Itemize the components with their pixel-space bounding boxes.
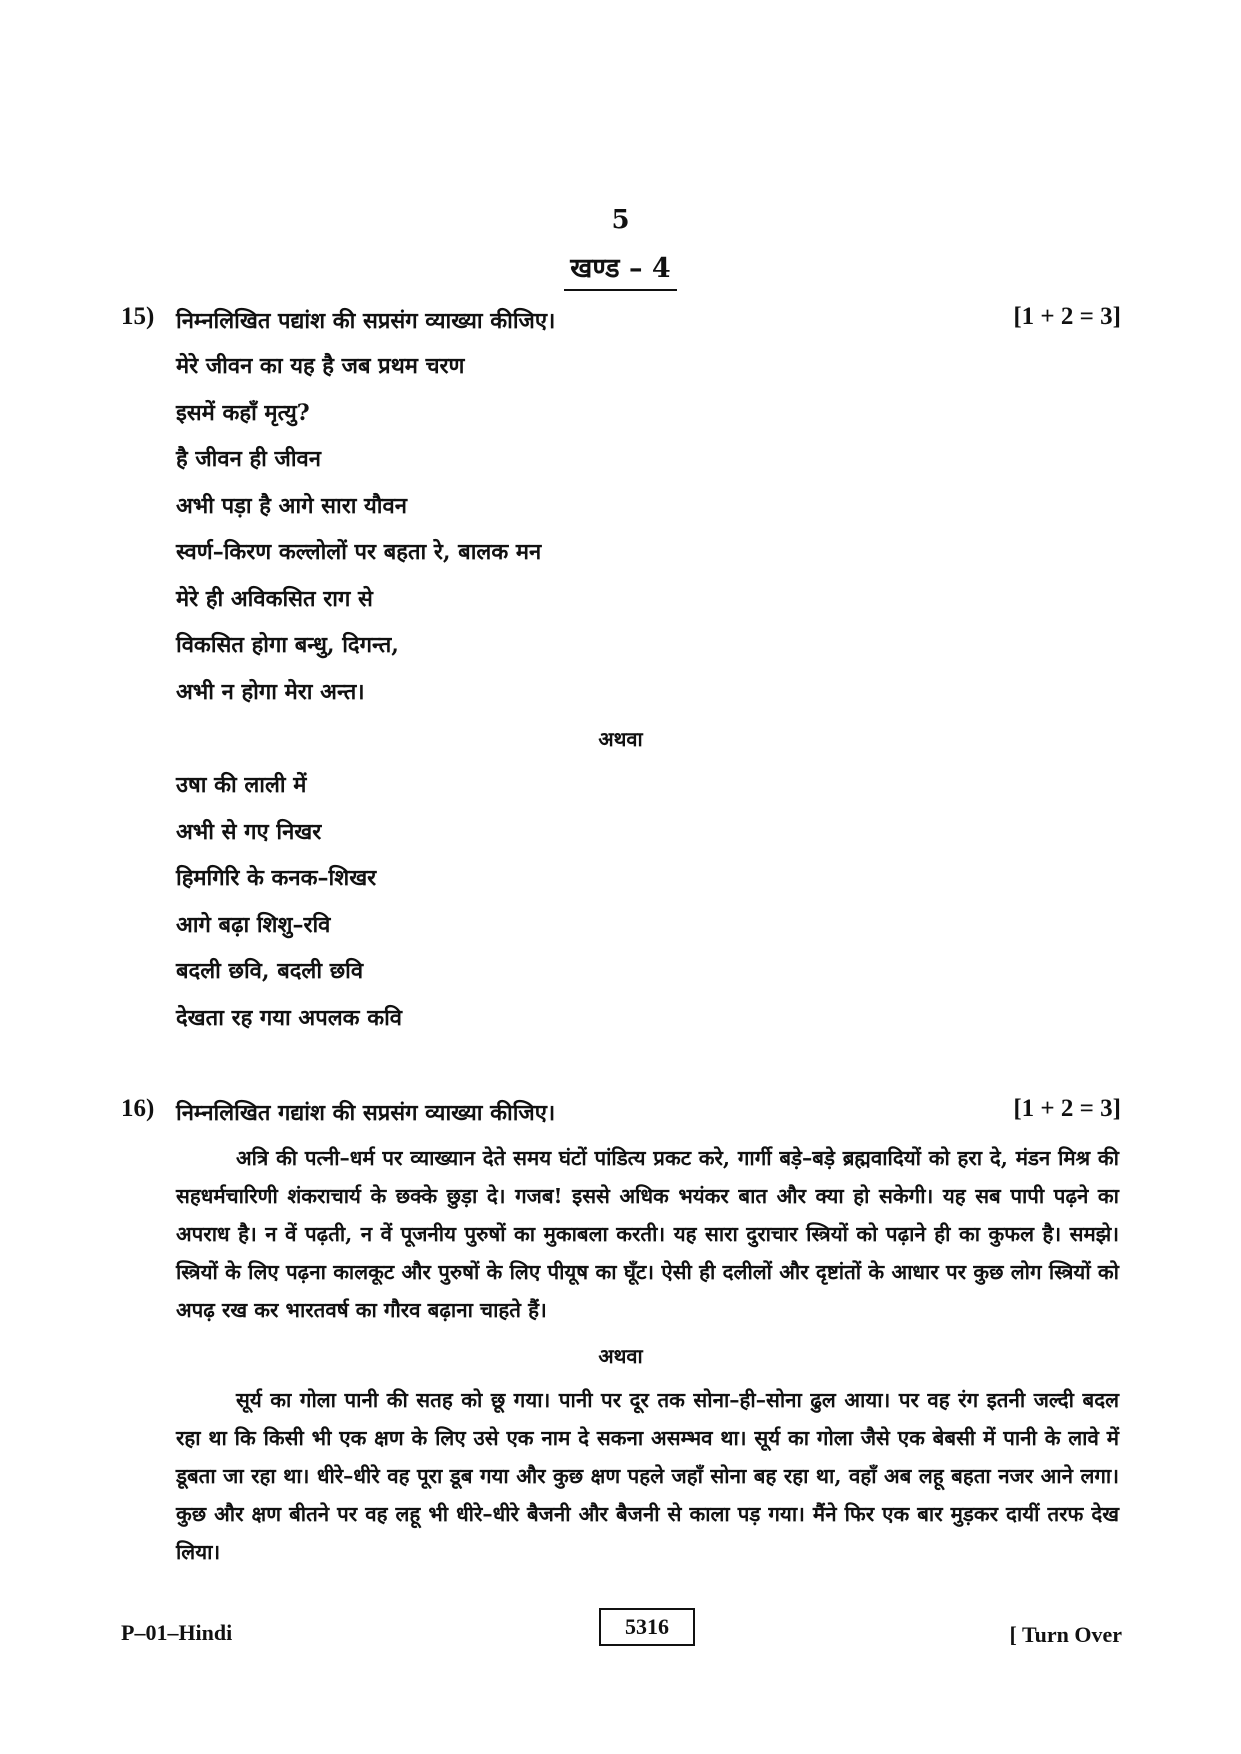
question-15-number: 15) (121, 303, 155, 330)
poem-line: मेरे ही अविकसित राग से (176, 585, 373, 612)
poem-line: अभी पड़ा है आगे सारा यौवन (176, 492, 407, 519)
poem-line: बदली छवि, बदली छवि (176, 958, 364, 984)
poem-line: अभी से गए निखर (176, 818, 322, 845)
poem-line: इसमें कहाँ मृत्यु? (176, 399, 310, 426)
poem-line: उषा की लाली में (176, 772, 307, 798)
question-16-passage-2: सूर्य का गोला पानी की सतह को छू गया। पानी पर दूर तक सोना–ही–सोना ढुल आया। पर वह रंग इतनी जल्दी बदल रहा था कि किसी भी एक क्षण के लिए उसे एक नाम दे सकना असम्भव था। सूर्य का गोला जैसे एक बेबसी में पानी के लावे में डूबता जा रहा था। धीरे–धीरे वह पूरा डूब गया और कुछ क्षण पहले जहाँ सोना बह रहा था, वहाँ अब लहू बहता नजर आने लगा। कुछ और क्षण बीतने पर वह लहू भी धीरे–धीरे बैजनी और बैजनी से काला पड़ गया। मैंने फिर एक बार मुड़कर दायीं तरफ देख लिया। (176, 1388, 1119, 1564)
page-number: 5 (611, 205, 630, 235)
question-16-instruction: निम्नलिखित गद्यांश की सप्रसंग व्याख्या कीजिए। (176, 1100, 556, 1126)
poem-line: विकसित होगा बन्धु, दिगन्त, (176, 632, 399, 658)
question-16-or-label: अथवा (598, 1344, 643, 1368)
question-16-number: 16) (121, 1095, 155, 1122)
question-15-poem-1 (176, 343, 541, 715)
poem-line: अभी न होगा मेरा अन्त। (176, 678, 365, 705)
section-title (0, 248, 1241, 291)
footer-turn-over: [ Turn Over (1009, 1622, 1122, 1647)
question-16-marks: [1 + 2 = 3] (1013, 1095, 1121, 1122)
poem-line: स्वर्ण–किरण कल्लोलों पर बहता रे, बालक मन (176, 539, 542, 565)
question-15-poem-2 (176, 762, 402, 1041)
question-15-or-label: अथवा (598, 727, 643, 751)
footer-center-code: 5316 (599, 1608, 695, 1646)
question-15-marks: [1 + 2 = 3] (1013, 303, 1121, 330)
question-16-passage-1: अत्रि की पत्नी–धर्म पर व्याख्यान देते समय घंटों पांडित्य प्रकट करे, गार्गी बड़े–बड़े ब्रह्मवादियों को हरा दे, मंडन मिश्र की सहधर्मचारिणी शंकराचार्य के छक्के छुड़ा दे। गजब! इससे अधिक भयंकर बात और क्या हो सकेगी। यह सब पापी पढ़ने का अपराध है। न वें पढ़ती, न वें पूजनीय पुरुषों का मुकाबला करती। यह सारा दुराचार स्त्रियों को पढ़ाने ही का कुफल है। समझे। स्त्रियों के लिए पढ़ना कालकूट और पुरुषों के लिए पीयूष का घूँट। ऐसी ही दलीलों और दृष्टांतों के आधार पर कुछ लोग स्त्रियों को अपढ़ रख कर भारतवर्ष का गौरव बढ़ाना चाहते हैं। (176, 1146, 1119, 1322)
footer-paper-code: P–01–Hindi (121, 1620, 233, 1645)
poem-line: हिमगिरि के कनक–शिखर (176, 865, 377, 891)
poem-line: आगे बढ़ा शिशु–रवि (176, 911, 331, 938)
poem-line: है जीवन ही जीवन (176, 446, 321, 472)
question-15-instruction: निम्नलिखित पद्यांश की सप्रसंग व्याख्या कीजिए। (176, 308, 556, 334)
poem-line: मेरे जीवन का यह है जब प्रथम चरण (176, 353, 465, 379)
poem-line: देखता रह गया अपलक कवि (176, 1004, 403, 1031)
section-title-text: खण्ड – 4 (564, 248, 676, 291)
